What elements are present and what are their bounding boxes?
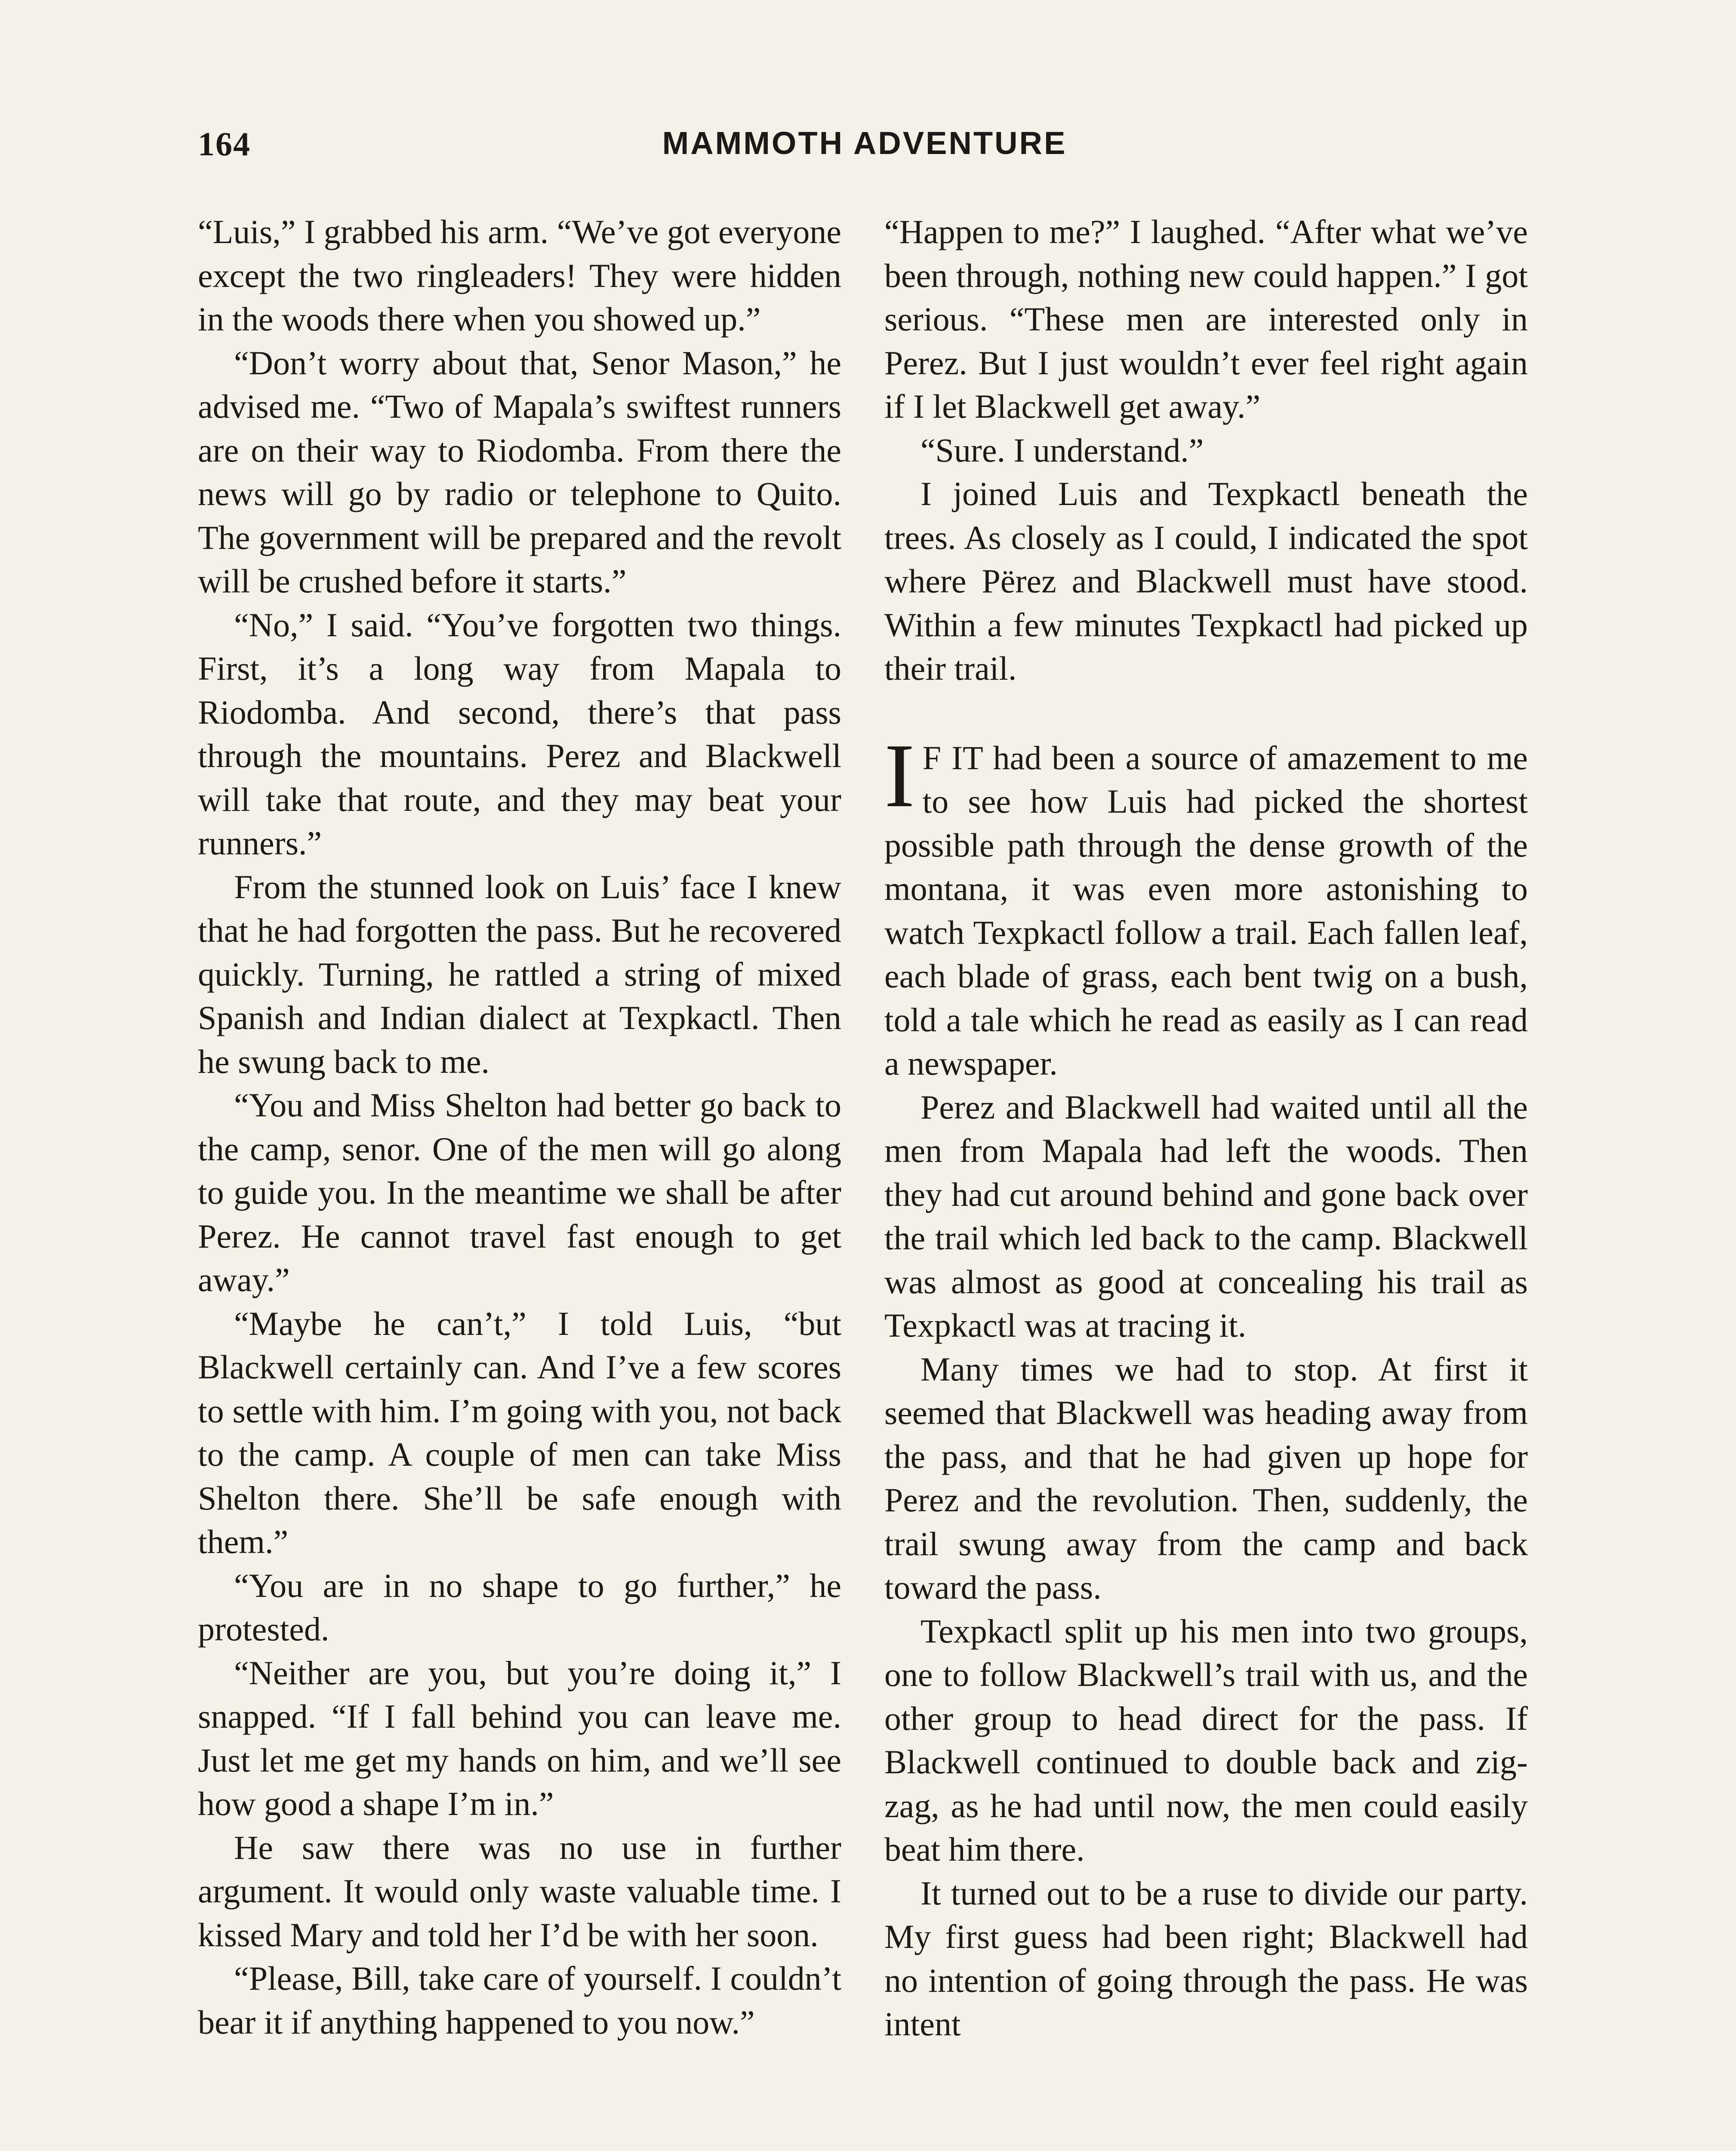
- section-opening-text: F IT had been a source of amazement to me to see how Luis had picked the shortest possible path through the dense growth of the montana, it was even more astonishing to watch Texpkactl follow a trail. Each fallen leaf, each blade of grass, each bent twig on a bush, told a tale which he read as easily as I can read a newspaper.: [884, 739, 1528, 1082]
- paragraph: “Please, Bill, take care of yourself. I couldn’t bear it if anything happened to you now.”: [198, 1960, 841, 2041]
- paragraph: “Happen to me?” I laughed. “After what we’ve been through, nothing new could happen.” I got serious. “These men are interested only in Perez. But I just wouldn’t ever feel right again if I let Blackwell get away.”: [884, 213, 1528, 425]
- running-head: MAMMOTH ADVENTURE: [662, 125, 1067, 161]
- paragraph: Many times we had to stop. At first it seemed that Blackwell was heading away from the pass, and that he had given up hope for Perez and the revolution. Then, suddenly, the trail swung away from the camp and back toward the pass.: [884, 1350, 1528, 1606]
- page-number: 164: [198, 125, 251, 163]
- right-column: [884, 210, 1528, 2046]
- left-column: [198, 210, 841, 2044]
- paragraph: “You are in no shape to go further,” he protested.: [198, 1566, 841, 1648]
- paragraph: I joined Luis and Texpkactl beneath the trees. As closely as I could, I indicated the spot where Përez and Blackwell must have stood. Within a few minutes Texpkactl had picked up their trail.: [884, 475, 1528, 687]
- paragraph: It turned out to be a ruse to divide our party. My first guess had been right; Blackwell had no intention of going through the pass. He was intent: [884, 1874, 1528, 2043]
- paragraph: From the stunned look on Luis’ face I knew that he had forgotten the pass. But he recovered quickly. Turning, he rattled a string of mixed Spanish and Indian dialect at Texpkactl. Then he swung back to me.: [198, 868, 841, 1080]
- page-header: [198, 125, 1531, 172]
- paragraph: “You and Miss Shelton had better go back to the camp, senor. One of the men will go along to guide you. In the meantime we shall be after Perez. He cannot travel fast enough to get away.”: [198, 1086, 841, 1298]
- paragraph: Perez and Blackwell had waited until all the men from Mapala had left the woods. Then they had cut around behind and gone back over the trail which led back to the camp. Blackwell was almost as good at concealing his trail as Texpkactl was at tracing it.: [884, 1088, 1528, 1344]
- drop-cap: I: [884, 724, 915, 826]
- paragraph: “Don’t worry about that, Senor Mason,” he advised me. “Two of Mapala’s swiftest runners are on their way to Riodomba. From there the news will go by radio or telephone to Quito. The government will be prepared and the revolt will be crushed before it starts.”: [198, 344, 841, 600]
- paragraph: “Sure. I understand.”: [920, 431, 1204, 469]
- paragraph: He saw there was no use in further argument. It would only waste valuable time. I kissed Mary and told her I’d be with her soon.: [198, 1828, 841, 1954]
- paragraph: “Neither are you, but you’re doing it,” I snapped. “If I fall behind you can leave me. Just let me get my hands on him, and we’ll see how good a shape I’m in.”: [198, 1654, 841, 1822]
- paragraph: “Luis,” I grabbed his arm. “We’ve got everyone except the two ringleaders! They were hidden in the woods there when you showed up.”: [198, 213, 841, 338]
- paragraph: “Maybe he can’t,” I told Luis, “but Blackwell certainly can. And I’ve a few scores to settle with him. I’m going with you, not back to the camp. A couple of men can take Miss Shelton there. She’ll be safe enough with them.”: [198, 1304, 841, 1560]
- paragraph: Texpkactl split up his men into two groups, one to follow Blackwell’s trail with us, and the other group to head direct for the pass. If Blackwell continued to double back and zig-zag, as he had until now, the men could easily beat him there.: [884, 1612, 1528, 1868]
- section-opening-paragraph: [884, 724, 1528, 1085]
- paragraph: “No,” I said. “You’ve forgotten two things. First, it’s a long way from Mapala to Riodomba. And second, there’s that pass through the mountains. Perez and Blackwell will take that route, and they may beat your runners.”: [198, 606, 841, 862]
